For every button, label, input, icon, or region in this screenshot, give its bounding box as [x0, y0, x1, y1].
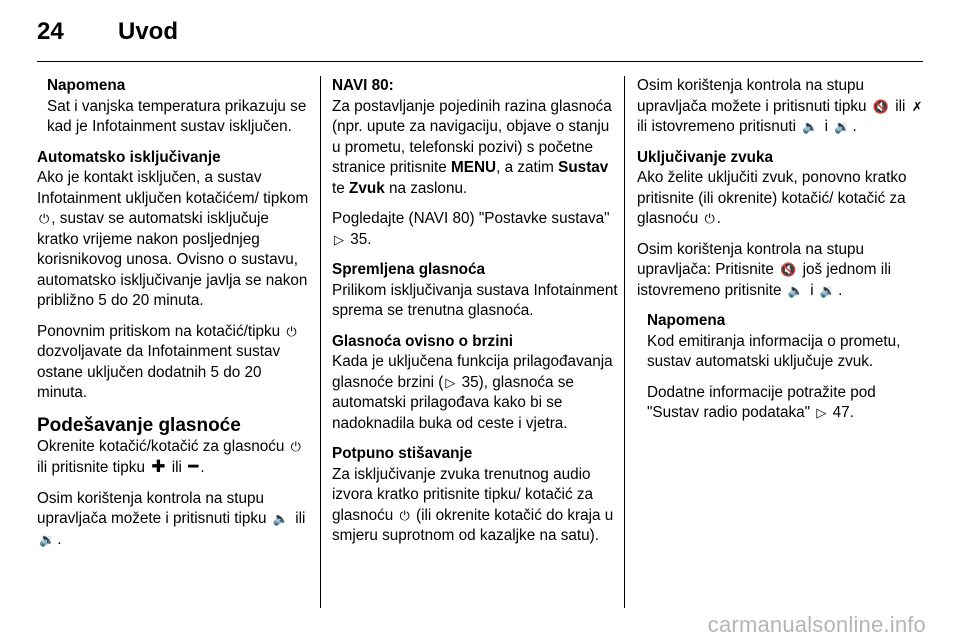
- section-title-unmute: Uključivanje zvuka: [637, 148, 774, 166]
- menu-label: MENU: [451, 159, 497, 176]
- note-text: Kod emitiranja informacija o prometu, sustav automatski uključuje zvuk.: [647, 332, 901, 370]
- paragraph: [332, 465, 618, 547]
- text: .: [852, 118, 857, 135]
- volume-up-icon: 🔈: [802, 119, 819, 134]
- column-left: [37, 76, 313, 560]
- text: .: [716, 210, 722, 227]
- power-knob-icon: ⏻: [290, 438, 301, 454]
- paragraph: [37, 437, 313, 479]
- note-clock: [37, 76, 313, 138]
- text: Osim korištenja kontrola na stupu upravljača možete i pritisnuti tipku: [37, 489, 271, 527]
- text: ili: [291, 510, 306, 527]
- note-text: [647, 383, 927, 424]
- volume-up-icon: 🔈: [787, 282, 804, 298]
- text: , a zatim: [496, 159, 559, 176]
- text: još jednom ili istovremeno pritisnite: [637, 261, 891, 299]
- column-divider: [320, 76, 321, 608]
- paragraph: [332, 209, 618, 250]
- text: Za isključivanje zvuka trenutnog audio izvora kratko pritisnite tipku/ kotačić za glasnoću: [332, 465, 593, 524]
- paragraph: [37, 168, 313, 312]
- text: .: [200, 459, 205, 476]
- text: .: [57, 530, 62, 548]
- text: ili: [167, 459, 187, 476]
- paragraph: [637, 76, 927, 138]
- power-knob-icon: ⏻: [286, 323, 297, 339]
- text: Ako želite uključiti zvuk, ponovno kratko pritisnite (ili okrenite) kotačić/ kotačić za glasnoću: [637, 169, 907, 227]
- section-title-saved: Spremljena glasnoća: [332, 261, 486, 278]
- note-text: Sat i vanjska temperatura prikazuju se kad je Infotainment sustav isključen.: [47, 97, 307, 135]
- text: 35), glasnoća se automatski prilagođava kako bi se nadoknadila buka od ceste i vjetra.: [332, 373, 574, 432]
- text: 47.: [828, 404, 854, 421]
- volume-down-icon: 🔉: [834, 119, 851, 134]
- section-title-speed: Glasnoća ovisno o brzini: [332, 332, 514, 350]
- paragraph: [637, 168, 927, 230]
- text: Okrenite kotačić/kotačić za glasnoću: [37, 437, 289, 455]
- section-title-mute: Potpuno stišavanje: [332, 445, 473, 462]
- note-title: Napomena: [47, 77, 126, 94]
- text: , sustav se automatski isključuje kratko vrijeme nakon posljednjeg korisnikovog unosa. Ovisno o sustavu, automatsko isključivanje javlja se nakon približno 5 do 20 minuta.: [37, 210, 308, 309]
- text: na zaslonu.: [384, 179, 468, 197]
- volume-down-icon: 🔉: [819, 282, 837, 298]
- page-number: 24: [37, 18, 64, 45]
- navi-title: NAVI 80:: [332, 77, 394, 94]
- paragraph: [37, 489, 313, 551]
- text: Dodatne informacije potražite pod "Sustav radio podataka": [647, 383, 876, 421]
- text: (ili okrenite kotačić do kraja u smjeru suprotnom od kazaljke na satu).: [332, 506, 614, 544]
- section-heading-volume: Podešavanje glasnoće: [37, 414, 241, 436]
- column-divider: [624, 76, 625, 608]
- power-knob-icon: ⏻: [399, 507, 410, 523]
- text: Kada je uključena funkcija prilagođavanja glasnoće brzini (: [332, 353, 613, 391]
- text: dozvoljavate da Infotainment sustav ostane uključen dodatnih 5 do 20 minuta.: [37, 343, 281, 401]
- paragraph: [332, 352, 618, 434]
- section-title-auto-off: Automatsko isključivanje: [37, 148, 221, 166]
- text: Ako je kontakt isključen, a sustav Infotainment uključen kotačićem/ tipkom: [37, 169, 309, 207]
- page-header: [0, 0, 960, 62]
- power-knob-icon: ⏻: [39, 211, 50, 226]
- paragraph: Prilikom isključivanja sustava Infotainment sprema se trenutna glasnoća.: [332, 281, 618, 319]
- column-right: [637, 76, 927, 434]
- text: ili pritisnite tipku: [37, 459, 150, 476]
- text: Za postavljanje pojedinih razina glasnoća (npr. upute za navigaciju, objave o stanju u prometu, telefonski pozivi) s početne stranice pritisnite: [332, 97, 612, 176]
- text: ili: [891, 97, 910, 115]
- volume-down-icon: 🔉: [39, 531, 56, 547]
- text: Pogledajte (NAVI 80) "Postavke sustava": [332, 210, 610, 227]
- text: 35.: [346, 230, 372, 248]
- column-middle: [332, 76, 618, 557]
- paragraph: [37, 322, 313, 404]
- page-reference-icon: ▷: [334, 231, 344, 247]
- text: Ponovnim pritiskom na kotačić/tipku: [37, 322, 285, 340]
- text: Osim korištenja kontrola na stupu upravljača: Pritisnite: [637, 240, 865, 278]
- volume-up-icon: 🔈: [272, 511, 289, 526]
- paragraph: [637, 240, 927, 302]
- text: .: [838, 281, 843, 299]
- text: Osim korištenja kontrola na stupu upravljača možete i pritisnuti tipku: [637, 77, 871, 115]
- chapter-title: Uvod: [118, 18, 178, 45]
- page-reference-icon: ▷: [445, 374, 456, 390]
- mute-icon: 🔇: [780, 262, 797, 277]
- text: i: [805, 281, 818, 299]
- paragraph: [332, 97, 618, 200]
- note-traffic: [637, 311, 927, 424]
- watermark: carmanualsonline.info: [707, 612, 926, 637]
- sustav-label: Sustav: [558, 159, 609, 176]
- note-title: Napomena: [647, 312, 726, 329]
- minus-icon: ━: [188, 457, 199, 476]
- power-knob-icon: ⏻: [704, 211, 715, 226]
- header-rule: [37, 61, 923, 62]
- mute-alt-icon: ✗: [911, 98, 923, 114]
- text: ili istovremeno pritisnuti: [637, 118, 801, 135]
- mute-icon: 🔇: [872, 98, 889, 114]
- page-reference-icon: ▷: [816, 405, 827, 420]
- plus-icon: ✚: [151, 457, 166, 476]
- text: te: [332, 179, 350, 197]
- text: i: [820, 118, 833, 135]
- zvuk-label: Zvuk: [349, 179, 385, 197]
